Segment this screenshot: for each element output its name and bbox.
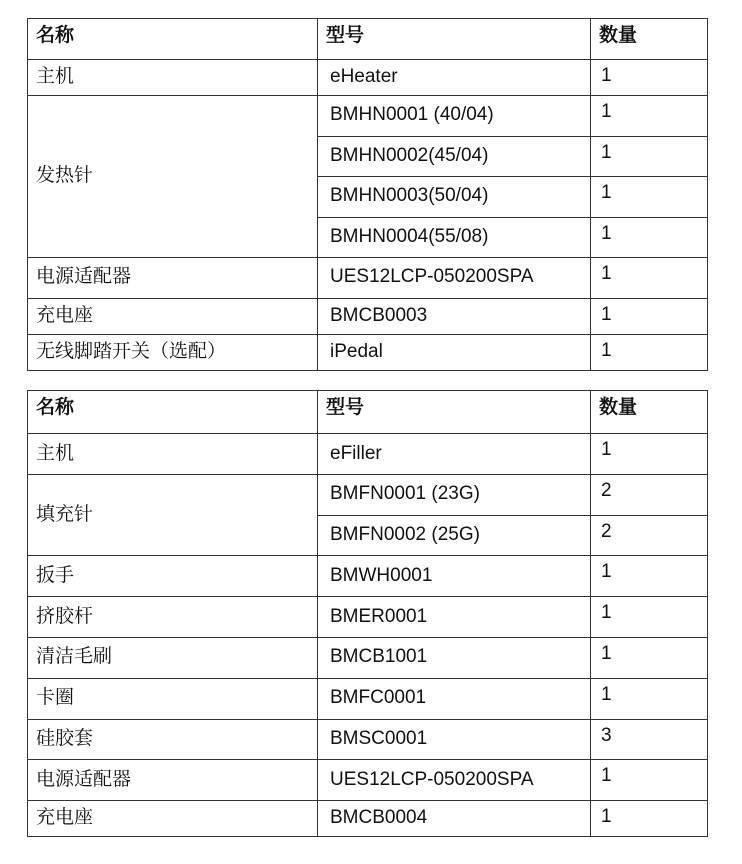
table-row bbox=[28, 556, 708, 597]
table-row bbox=[28, 434, 708, 475]
item-model: BMCB1001 bbox=[318, 637, 591, 678]
item-name: 电源适配器 bbox=[28, 760, 318, 801]
item-name: 充电座 bbox=[28, 801, 318, 837]
item-name: 卡圈 bbox=[28, 678, 318, 719]
header-qty: 数量 bbox=[591, 19, 708, 60]
item-qty: 1 bbox=[591, 678, 708, 719]
item-model: BMHN0004(55/08) bbox=[318, 217, 591, 258]
item-name: 发热针 bbox=[28, 96, 318, 258]
packing-list-table-eheater bbox=[27, 18, 708, 371]
item-name: 填充针 bbox=[28, 474, 318, 556]
item-qty: 1 bbox=[591, 298, 708, 334]
table-row bbox=[28, 678, 708, 719]
item-model: BMFN0001 (23G) bbox=[318, 474, 591, 515]
header-model: 型号 bbox=[318, 391, 591, 434]
table-header-row bbox=[28, 391, 708, 434]
item-model: eFiller bbox=[318, 434, 591, 475]
item-model: BMFN0002 (25G) bbox=[318, 515, 591, 556]
table-header-row bbox=[28, 19, 708, 60]
table-row bbox=[28, 719, 708, 760]
header-name: 名称 bbox=[28, 391, 318, 434]
item-name: 清洁毛刷 bbox=[28, 637, 318, 678]
item-qty: 1 bbox=[591, 177, 708, 218]
item-qty: 1 bbox=[591, 136, 708, 177]
header-qty: 数量 bbox=[591, 391, 708, 434]
header-model: 型号 bbox=[318, 19, 591, 60]
table-row bbox=[28, 474, 708, 515]
item-name: 无线脚踏开关（选配） bbox=[28, 334, 318, 370]
table-row bbox=[28, 334, 708, 370]
item-qty: 1 bbox=[591, 801, 708, 837]
item-model: BMHN0002(45/04) bbox=[318, 136, 591, 177]
item-name: 充电座 bbox=[28, 298, 318, 334]
table-row bbox=[28, 760, 708, 801]
table-row bbox=[28, 298, 708, 334]
table-row bbox=[28, 60, 708, 96]
item-name: 挤胶杆 bbox=[28, 597, 318, 638]
item-model: BMHN0003(50/04) bbox=[318, 177, 591, 218]
item-model: eHeater bbox=[318, 60, 591, 96]
item-model: UES12LCP-050200SPA bbox=[318, 258, 591, 299]
packing-list-table-efiller bbox=[27, 390, 708, 837]
item-qty: 1 bbox=[591, 334, 708, 370]
item-qty: 2 bbox=[591, 515, 708, 556]
item-qty: 1 bbox=[591, 60, 708, 96]
item-qty: 1 bbox=[591, 258, 708, 299]
table-row bbox=[28, 637, 708, 678]
item-qty: 1 bbox=[591, 96, 708, 137]
item-name: 扳手 bbox=[28, 556, 318, 597]
table-row bbox=[28, 801, 708, 837]
item-qty: 2 bbox=[591, 474, 708, 515]
item-model: BMSC0001 bbox=[318, 719, 591, 760]
item-qty: 1 bbox=[591, 637, 708, 678]
item-name: 电源适配器 bbox=[28, 258, 318, 299]
item-model: iPedal bbox=[318, 334, 591, 370]
item-qty: 1 bbox=[591, 217, 708, 258]
table-row bbox=[28, 597, 708, 638]
item-qty: 1 bbox=[591, 556, 708, 597]
item-model: BMHN0001 (40/04) bbox=[318, 96, 591, 137]
table-row bbox=[28, 96, 708, 137]
header-name: 名称 bbox=[28, 19, 318, 60]
item-name: 主机 bbox=[28, 60, 318, 96]
item-name: 主机 bbox=[28, 434, 318, 475]
table-row bbox=[28, 258, 708, 299]
item-qty: 3 bbox=[591, 719, 708, 760]
item-name: 硅胶套 bbox=[28, 719, 318, 760]
item-model: UES12LCP-050200SPA bbox=[318, 760, 591, 801]
item-model: BMER0001 bbox=[318, 597, 591, 638]
item-qty: 1 bbox=[591, 597, 708, 638]
item-model: BMCB0004 bbox=[318, 801, 591, 837]
item-qty: 1 bbox=[591, 434, 708, 475]
item-model: BMWH0001 bbox=[318, 556, 591, 597]
item-qty: 1 bbox=[591, 760, 708, 801]
item-model: BMFC0001 bbox=[318, 678, 591, 719]
item-model: BMCB0003 bbox=[318, 298, 591, 334]
